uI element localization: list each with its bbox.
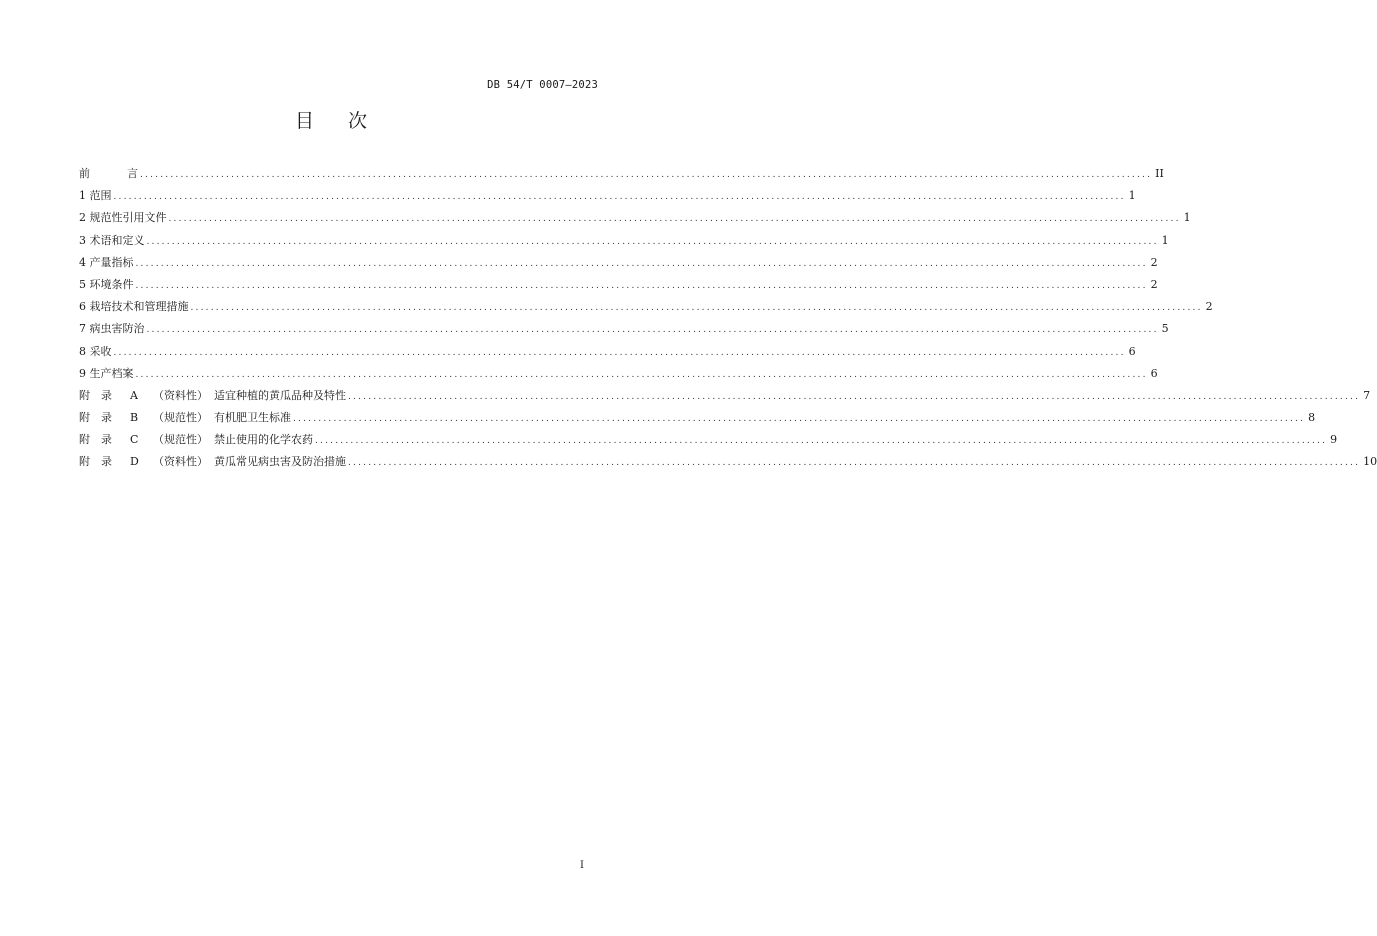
- toc-entry-label: 6 栽培技术和管理措施: [79, 300, 189, 314]
- toc-entry-foreword[interactable]: [79, 165, 1164, 187]
- toc-entry[interactable]: [79, 298, 1213, 320]
- appendix-type: （资料性）: [153, 388, 208, 402]
- toc-appendix-entry[interactable]: [79, 387, 1371, 409]
- toc-appendix-label: [79, 409, 291, 425]
- appendix-type: （规范性）: [153, 411, 208, 425]
- toc-leader-dots: ........................................................................................................................................................................................................: [146, 325, 1159, 336]
- page-title-part2: 次: [348, 110, 368, 132]
- toc-entry-label: 7 病虫害防治: [79, 322, 145, 336]
- page-title: [0, 106, 662, 133]
- toc-entry-page: 2: [1150, 255, 1158, 269]
- toc-entry-label: 4 产量指标: [79, 255, 134, 269]
- toc-leader-dots: ........................................................................................................................................................................................................: [135, 258, 1148, 269]
- toc-entry-page: 1: [1183, 211, 1191, 225]
- toc-entry-page: 1: [1161, 233, 1169, 247]
- appendix-title: 禁止使用的化学农药: [214, 433, 313, 447]
- toc-entry-label: 3 术语和定义: [79, 233, 145, 247]
- toc-entry[interactable]: [79, 320, 1169, 342]
- foreword-char-1: 前: [79, 167, 90, 180]
- toc-entry-page: 2: [1150, 277, 1158, 291]
- toc-entry[interactable]: [79, 365, 1158, 387]
- appendix-prefix: 附 录: [79, 455, 112, 469]
- table-of-contents: [79, 165, 1377, 476]
- toc-leader-dots: ........................................................................................................................................................................................................: [190, 303, 1203, 314]
- appendix-prefix: 附 录: [79, 388, 112, 402]
- toc-entry[interactable]: [79, 343, 1136, 365]
- toc-appendix-entry[interactable]: [79, 431, 1338, 453]
- appendix-letter: B: [130, 411, 139, 425]
- toc-entry-page: II: [1155, 167, 1164, 180]
- toc-leader-dots: ........................................................................................................................................................................................................: [140, 170, 1153, 180]
- toc-entry-label: 2 规范性引用文件: [79, 211, 167, 225]
- appendix-prefix: 附 录: [79, 433, 112, 447]
- toc-entry[interactable]: [79, 254, 1158, 276]
- toc-entry-label: 9 生产档案: [79, 366, 134, 380]
- foreword-char-2: 言: [127, 167, 138, 180]
- page-number: I: [580, 860, 584, 871]
- toc-appendix-label: [79, 453, 346, 469]
- toc-entry-label: 8 采收: [79, 344, 112, 358]
- toc-entry-page: 9: [1330, 433, 1338, 447]
- toc-entry-page: 2: [1205, 300, 1213, 314]
- appendix-letter: D: [130, 455, 139, 469]
- toc-appendix-label: [79, 387, 346, 403]
- toc-appendix-entry[interactable]: [79, 453, 1377, 475]
- toc-leader-dots: ........................................................................................................................................................................................................: [113, 347, 1126, 358]
- toc-leader-dots: ........................................................................................................................................................................................................: [315, 436, 1328, 447]
- toc-leader-dots: ........................................................................................................................................................................................................: [168, 214, 1181, 225]
- toc-entry[interactable]: [79, 209, 1191, 231]
- toc-entry[interactable]: [79, 276, 1158, 298]
- toc-entry-page: 10: [1363, 455, 1377, 469]
- toc-entry-page: 8: [1308, 411, 1316, 425]
- toc-leader-dots: ........................................................................................................................................................................................................: [135, 369, 1148, 380]
- toc-leader-dots: ........................................................................................................................................................................................................: [135, 280, 1148, 291]
- toc-entry[interactable]: [79, 187, 1136, 209]
- toc-leader-dots: ........................................................................................................................................................................................................: [146, 236, 1159, 247]
- appendix-letter: A: [130, 388, 138, 402]
- appendix-title: 有机肥卫生标准: [214, 411, 291, 425]
- toc-entry-page: 1: [1128, 189, 1136, 203]
- toc-entry-page: 5: [1161, 322, 1169, 336]
- toc-entry-label: 1 范围: [79, 189, 112, 203]
- toc-entry-label: 5 环境条件: [79, 277, 134, 291]
- toc-appendix-label: [79, 431, 313, 447]
- toc-leader-dots: ........................................................................................................................................................................................................: [293, 414, 1306, 425]
- toc-entry-page: 6: [1128, 344, 1136, 358]
- appendix-type: （资料性）: [153, 455, 208, 469]
- toc-leader-dots: ........................................................................................................................................................................................................: [348, 391, 1361, 402]
- appendix-title: 黄瓜常见病虫害及防治措施: [214, 455, 346, 469]
- toc-entry-label: [79, 165, 138, 181]
- appendix-prefix: 附 录: [79, 411, 112, 425]
- toc-entry-page: 6: [1150, 366, 1158, 380]
- appendix-title: 适宜种植的黄瓜品种及特性: [214, 388, 346, 402]
- toc-entry[interactable]: [79, 232, 1169, 254]
- toc-entry-page: 7: [1363, 388, 1371, 402]
- appendix-letter: C: [130, 433, 139, 447]
- toc-appendix-entry[interactable]: [79, 409, 1316, 431]
- document-code: DB 54/T 0007—2023: [487, 79, 598, 91]
- toc-leader-dots: ........................................................................................................................................................................................................: [348, 458, 1361, 469]
- toc-leader-dots: ........................................................................................................................................................................................................: [113, 192, 1126, 203]
- appendix-type: （规范性）: [153, 433, 208, 447]
- page-title-part1: 目: [294, 110, 314, 132]
